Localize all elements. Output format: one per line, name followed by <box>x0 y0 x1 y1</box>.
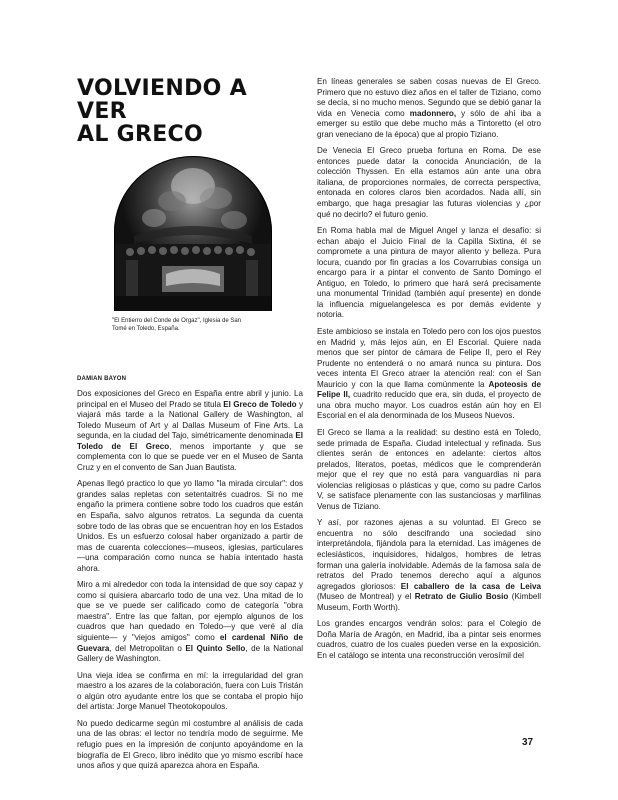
paragraph-text: Miro a mi alrededor con toda la intensidad de que soy capaz y como si quisiera abarcarlo todo de una vez. Una mitad de lo que se ve puede ser calificado como de categoría "obra maestra". Entre las que faltan, por ejemplo algunos de los cuadros que han quedado en Toledo—y que veré al día siguiente— y "viejos amigos" como <box>77 580 303 643</box>
burial-count-orgaz-image <box>114 156 272 311</box>
paragraph-text: , del Metropolitan o <box>109 643 186 653</box>
paragraph-text: , de la National Gallery de Washington. <box>77 643 303 664</box>
body-paragraph <box>77 389 303 473</box>
paragraph-text: cuadrito reducido que era, sin duda, el proyecto de una obra mucho mayor. Los cuadros están aún hoy en El Escorial en el ala denorminada de los Museos Nuevos. <box>317 390 541 421</box>
paragraph-text: (Museo de Montreal) y el <box>317 592 415 602</box>
article-title <box>77 77 303 146</box>
body-paragraph <box>317 518 541 613</box>
body-paragraph <box>317 146 541 220</box>
image-caption <box>112 317 282 333</box>
emphasized-title: El caballero de la casa de Leiva <box>400 581 542 591</box>
paragraph-text: Apenas llegó practico lo que yo llamo "la mirada circular": dos grandes salas repletas con setentaitrés cuadros. Si no me engaño la primera contiene sobre todo los cuadros que están en España, salvo algunos retratos. La segunda da cuenta sobre todo de las obras que se encuentran hoy en los Estados Unidos. Es un esfuerzo colosal haber organizado a partir de mas de cuarenta colecciones—museos, iglesias, particulares—una comparación como nunca se había intentado hasta ahora. <box>77 479 303 573</box>
emphasized-title: El Quinto Sello <box>185 643 246 653</box>
body-paragraph <box>77 719 303 772</box>
body-paragraph <box>317 619 541 661</box>
body-paragraph <box>77 580 303 664</box>
right-column <box>317 77 541 667</box>
body-paragraph <box>317 77 541 140</box>
right-body-text <box>317 77 541 661</box>
paragraph-text: No puedo dedicarme según mi costumbre al análisis de cada una de las obras: el lector no tendría modo de seguirme. Me refugio pues en la impresión de conjunto apoyándome en la biografía de El Greco, libro inédito que yo mismo escribí hace unos años y que quizá aparezca ahora en España. <box>77 718 303 771</box>
body-paragraph <box>317 428 541 512</box>
paragraph-text: Dos exposiciones del Greco en España entre abril y junio. La principal en el Museo del Prado se titula <box>77 389 303 409</box>
left-body-text <box>77 389 303 772</box>
paragraph-text: , menos importante y que se complementa con lo que se puede ver en el Museo de Santa Cruz y en el convento de San Juan Bautista. <box>77 441 304 472</box>
body-paragraph <box>317 327 541 422</box>
title-line-2: AL GRECO <box>77 122 203 147</box>
emphasized-title: Retrato de Giulio Bosio <box>414 592 509 602</box>
author-byline: DAMIAN BAYON <box>77 376 127 382</box>
paragraph-text: Los grandes encargos vendrán solos: para el Colegio de Doña María de Aragón, en Madrid, iba a pintar seis enormes cuadros, cuatro de los cuales pueden verse en la exposición. En el catálogo se intenta una reconstrucción verosímil del <box>317 619 541 660</box>
emphasized-title: madonnero, <box>409 108 457 118</box>
paragraph-text: Una vieja idea se confirma en mí: la irregularidad del gran maestro a los azares de la colaboración, fuera con Luis Tristán o algún otro ayudante entre los que se contaba el propio hijo del artista: Jorge Manuel Theotokopoulos. <box>77 670 303 712</box>
emphasized-title: El Toledo de El Greco <box>77 431 303 451</box>
paragraph-text: En Roma habla mal de Miguel Angel y lanza el desafío: si echan abajo el Juicio Final de la Capilla Sixtina, él se compromete a una pintura de mayor aliento y belleza. Pura locura, cuando por fin gracias a los Covarrubias consiga un encargo para ir a pintar el convento de Santo Domingo el Antiguo, en Toledo, lo primero que hará será precisamente una monumental Trinidad (también aquí presente) en donde la influencia miguelangelesca es por demás evidente y notoria. <box>317 226 541 320</box>
emphasized-title: El Greco de Toledo <box>223 399 297 409</box>
paragraph-text: En líneas generales se saben cosas nuevas de El Greco. Primero que no estuvo diez años en el taller de Tiziano, como se decía, si no mucho menos. Segundo que se debió ganar la vida en Venecia como <box>317 77 541 118</box>
paragraph-text: Y así, por razones ajenas a su voluntad. El Greco se encuentra no sólo descifrando una sociedad sino interpretándola, fijándola para la eternidad. Las imágenes de eclesiásticos, inquisidores, hidalgos, hombres de letras forman una galería inolvidable. Además de la famosa sala de retratos del Prado tenemos derecho aquí a algunos agregados gloriosos: <box>317 518 541 591</box>
paragraph-text: De Venecia El Greco prueba fortuna en Roma. De ese entonces puede datar la conocida Anunciación, de la colección Thyssen. En ella estamos aún ante una obra italiana, de proporciones normales, de correcta perspectiva, entonada en colores claros bien acordados. Nada allí, sin embargo, que haga presagiar las futuras violencias y ¿por qué no decirlo? el futuro genio. <box>317 146 541 219</box>
paragraph-text: El Greco se llama a la realidad: su destino está en Toledo, sede primada de España. Ciudad intelectual y refinada. Sus clientes serán de entonces en adelante: ciertos altos prelados, literatos, poetas, médicos que le comprenderán mejor que el rey que no está para vanguardias ni para violencias religiosas o plásticas y que, como su padre Carlos V, se satisface plenamente con las sustanciosas y marfilinas Venus de Tiziano. <box>317 427 541 511</box>
caption-line-2: Tomé en Toledo, España. <box>112 326 180 332</box>
emphasized-title: Apoteosis de Felipe II, <box>317 379 541 400</box>
paragraph-text: (Kimbell Museum, Forth Worth). <box>317 592 541 612</box>
left-column <box>77 77 303 778</box>
emphasized-title: el cardenal Niño de Guevara <box>77 633 303 653</box>
body-paragraph <box>77 671 303 713</box>
caption-line-1: "El Entierro del Conde de Orgaz", Iglesia de San <box>112 318 241 324</box>
paragraph-text: y viajará más tarde a la National Gallery de Washington, al Toledo Museum of Art y al Dallas Museum of Fine Arts. La segunda, en la ciudad del Tajo, simétricamente denominada <box>77 399 304 441</box>
body-paragraph <box>77 479 303 574</box>
paragraph-text: Este ambicioso se instala en Toledo pero con los ojos puestos en Madrid y, más lejos aún, en El Escorial. Quiere nada menos que ser pintor de cámara de Felipe II, pero el Rey Prudente no entenderá o no amará nunca su pintura. Dos veces intenta El Greco atraer la atención real: con el San Mauricio y con la que llama comúnmente la <box>317 327 541 389</box>
painting-illustration <box>114 156 272 311</box>
page-number: 37 <box>522 737 534 748</box>
paragraph-text: y sólo de ahí iba a emerger su estilo que debe mucho más a Tintoretto (el otro gran veneciano de la época) que al propio Tiziano. <box>317 108 541 139</box>
body-paragraph <box>317 226 541 321</box>
title-line-1: VOLVIENDO A VER <box>77 76 247 124</box>
